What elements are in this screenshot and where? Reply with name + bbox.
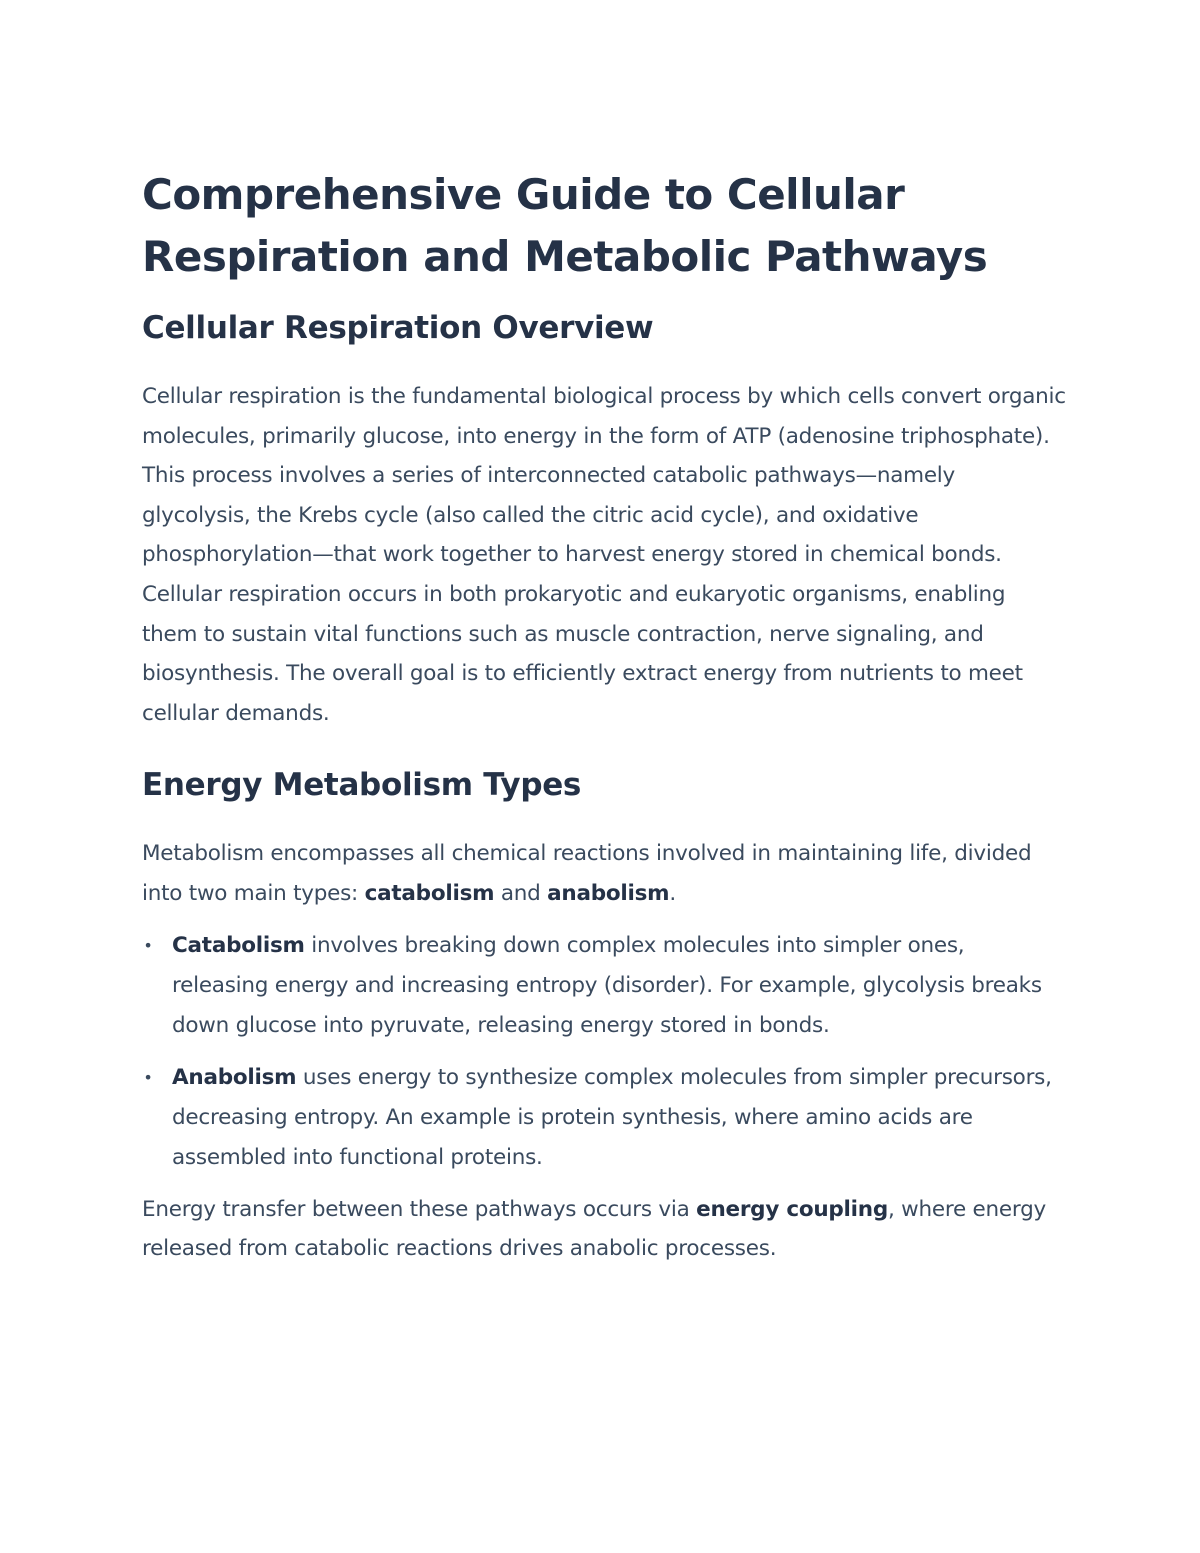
closing-text-after: , where energy released from catabolic reactions drives anabolic processes. — [142, 1196, 1046, 1262]
list-item-text: uses energy to synthesize complex molecules from simpler precursors, decreasing entropy. An example is protein synthesis, where amino acids are assembled into functional proteins. — [172, 1064, 1052, 1170]
term-anabolism: anabolism — [547, 880, 670, 906]
term-energy-coupling: energy coupling — [696, 1196, 888, 1222]
metabolism-intro-end: . — [669, 880, 676, 906]
term-catabolism: catabolism — [364, 880, 495, 906]
section-heading-energy-metabolism: Energy Metabolism Types — [142, 767, 582, 804]
list-item-anabolism — [142, 1058, 1067, 1178]
metabolism-types-list — [142, 926, 1067, 1178]
list-item-term: Anabolism — [172, 1064, 297, 1090]
bullet-icon: • — [143, 935, 153, 955]
bullet-icon: • — [143, 1067, 153, 1087]
metabolism-intro-and: and — [494, 880, 548, 906]
list-item-text: involves breaking down complex molecules into simpler ones, releasing energy and increasing entropy (disorder). For example, glycolysis breaks down glucose into pyruvate, releasing energy stored in bonds. — [172, 932, 1042, 1038]
list-item-catabolism — [142, 926, 1067, 1046]
metabolism-intro-text: Metabolism encompasses all chemical reactions involved in maintaining life, divided into two main types: — [142, 841, 1032, 906]
closing-text-before: Energy transfer between these pathways occurs via — [142, 1196, 697, 1222]
list-item-term: Catabolism — [172, 932, 305, 958]
document-page — [142, 164, 1067, 1269]
cellular-respiration-paragraph: Cellular respiration is the fundamental biological process by which cells convert organic molecules, primarily glucose, into energy in the form of ATP (adenosine triphosphate). This process involves a series of interconnected catabolic pathways—namely glycolysis, the Krebs cycle (also called the citric acid cycle), and oxidative phosphorylation—that work together to harvest energy stored in chemical bonds. Cellular respiration occurs in both prokaryotic and eukaryotic organisms, enabling them to sustain vital functions such as muscle contraction, nerve signaling, and biosynthesis. The overall goal is to efficiently extract energy from nutrients to meet cellular demands. — [142, 384, 1066, 726]
document-title: Comprehensive Guide to Cellular Respiration and Metabolic Pathways — [142, 170, 988, 281]
section-heading-cellular-respiration: Cellular Respiration Overview — [142, 310, 654, 346]
metabolism-intro-paragraph — [142, 834, 1067, 913]
energy-coupling-paragraph — [142, 1190, 1067, 1269]
